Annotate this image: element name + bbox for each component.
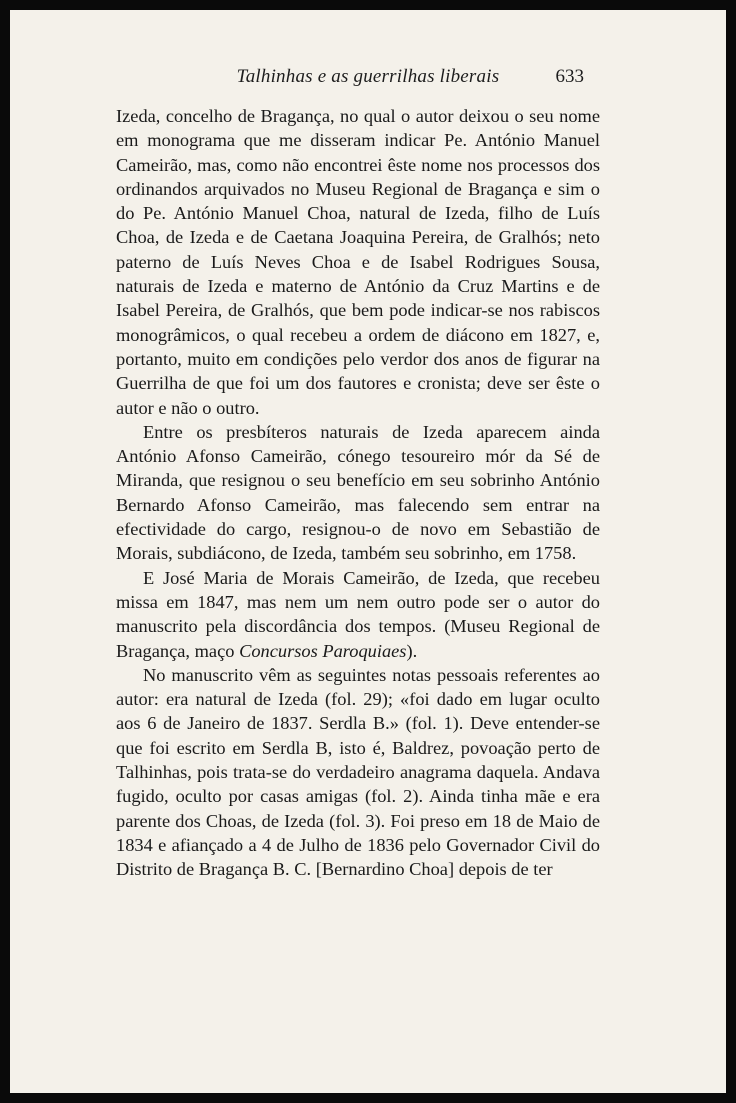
paragraph-3-italic-title: Concursos Paroquiaes xyxy=(239,640,407,661)
paragraph-1: Izeda, concelho de Bragança, no qual o autor deixou o seu nome em monograma que me disseram indicar Pe. António Manuel Cameirão, mas, como não encontrei êste nome nos processos dos ordinandos arquivados no Museu Regional de Bragança e sim o do Pe. António Manuel Choa, natural de Izeda, filho de Luís Choa, de Izeda e de Caetana Joaquina Pereira, de Gralhós; neto paterno de Luís Neves Choa e de Isabel Rodrigues Sousa, naturais de Izeda e materno de António da Cruz Martins e de Isabel Pereira, de Gralhós, que bem pode indicar-se nos rabiscos monogrâmicos, o qual recebeu a ordem de diácono em 1827, e, portanto, muito em condições pelo verdor dos anos de figurar na Guerrilha de que foi um dos fautores e cronista; deve ser êste o autor e não o outro. xyxy=(116,106,600,418)
body-text xyxy=(116,104,600,882)
paragraph-3-text: E José Maria de Morais Cameirão, de Izeda, que recebeu missa em 1847, mas nem um nem outro pode ser o autor do manuscrito pela discordância dos tempos. (Museu Regional de Bragança, maço xyxy=(116,567,600,661)
paragraph-3-end: ). xyxy=(406,640,418,661)
book-page xyxy=(10,10,726,1093)
paragraph-4: No manuscrito vêm as seguintes notas pessoais referentes ao autor: era natural de Izeda (fol. 29); «foi dado em lugar oculto aos 6 de Janeiro de 1837. Serdla B.» (fol. 1). Deve entender-se que foi escrito em Serdla B, isto é, Baldrez, povoação perto de Talhinhas, pois trata-se do verdadeiro anagrama daquela. Andava fugido, oculto por casas amigas (fol. 2). Ainda tinha mãe e era parente dos Choas, de Izeda (fol. 3). Foi preso em 18 de Maio de 1834 e afiançado a 4 de Julho de 1836 pelo Governador Civil do Distrito de Bragança B. C. [Bernardino Choa] depois de ter xyxy=(116,664,600,880)
running-head-title: Talhinhas e as guerrilhas liberais xyxy=(236,66,500,87)
paragraph-2: Entre os presbíteros naturais de Izeda aparecem ainda António Afonso Cameirão, cónego tesoureiro mór da Sé de Miranda, que resignou o seu benefício em seu sobrinho António Bernardo Afonso Cameirão, mas falecendo sem entrar na efectividade do cargo, resignou-o de novo em Sebastião de Morais, subdiácono, de Izeda, também seu sobrinho, em 1758. xyxy=(116,421,600,564)
running-head xyxy=(10,66,726,96)
page-number: 633 xyxy=(555,66,584,87)
paragraph-3 xyxy=(116,566,600,663)
